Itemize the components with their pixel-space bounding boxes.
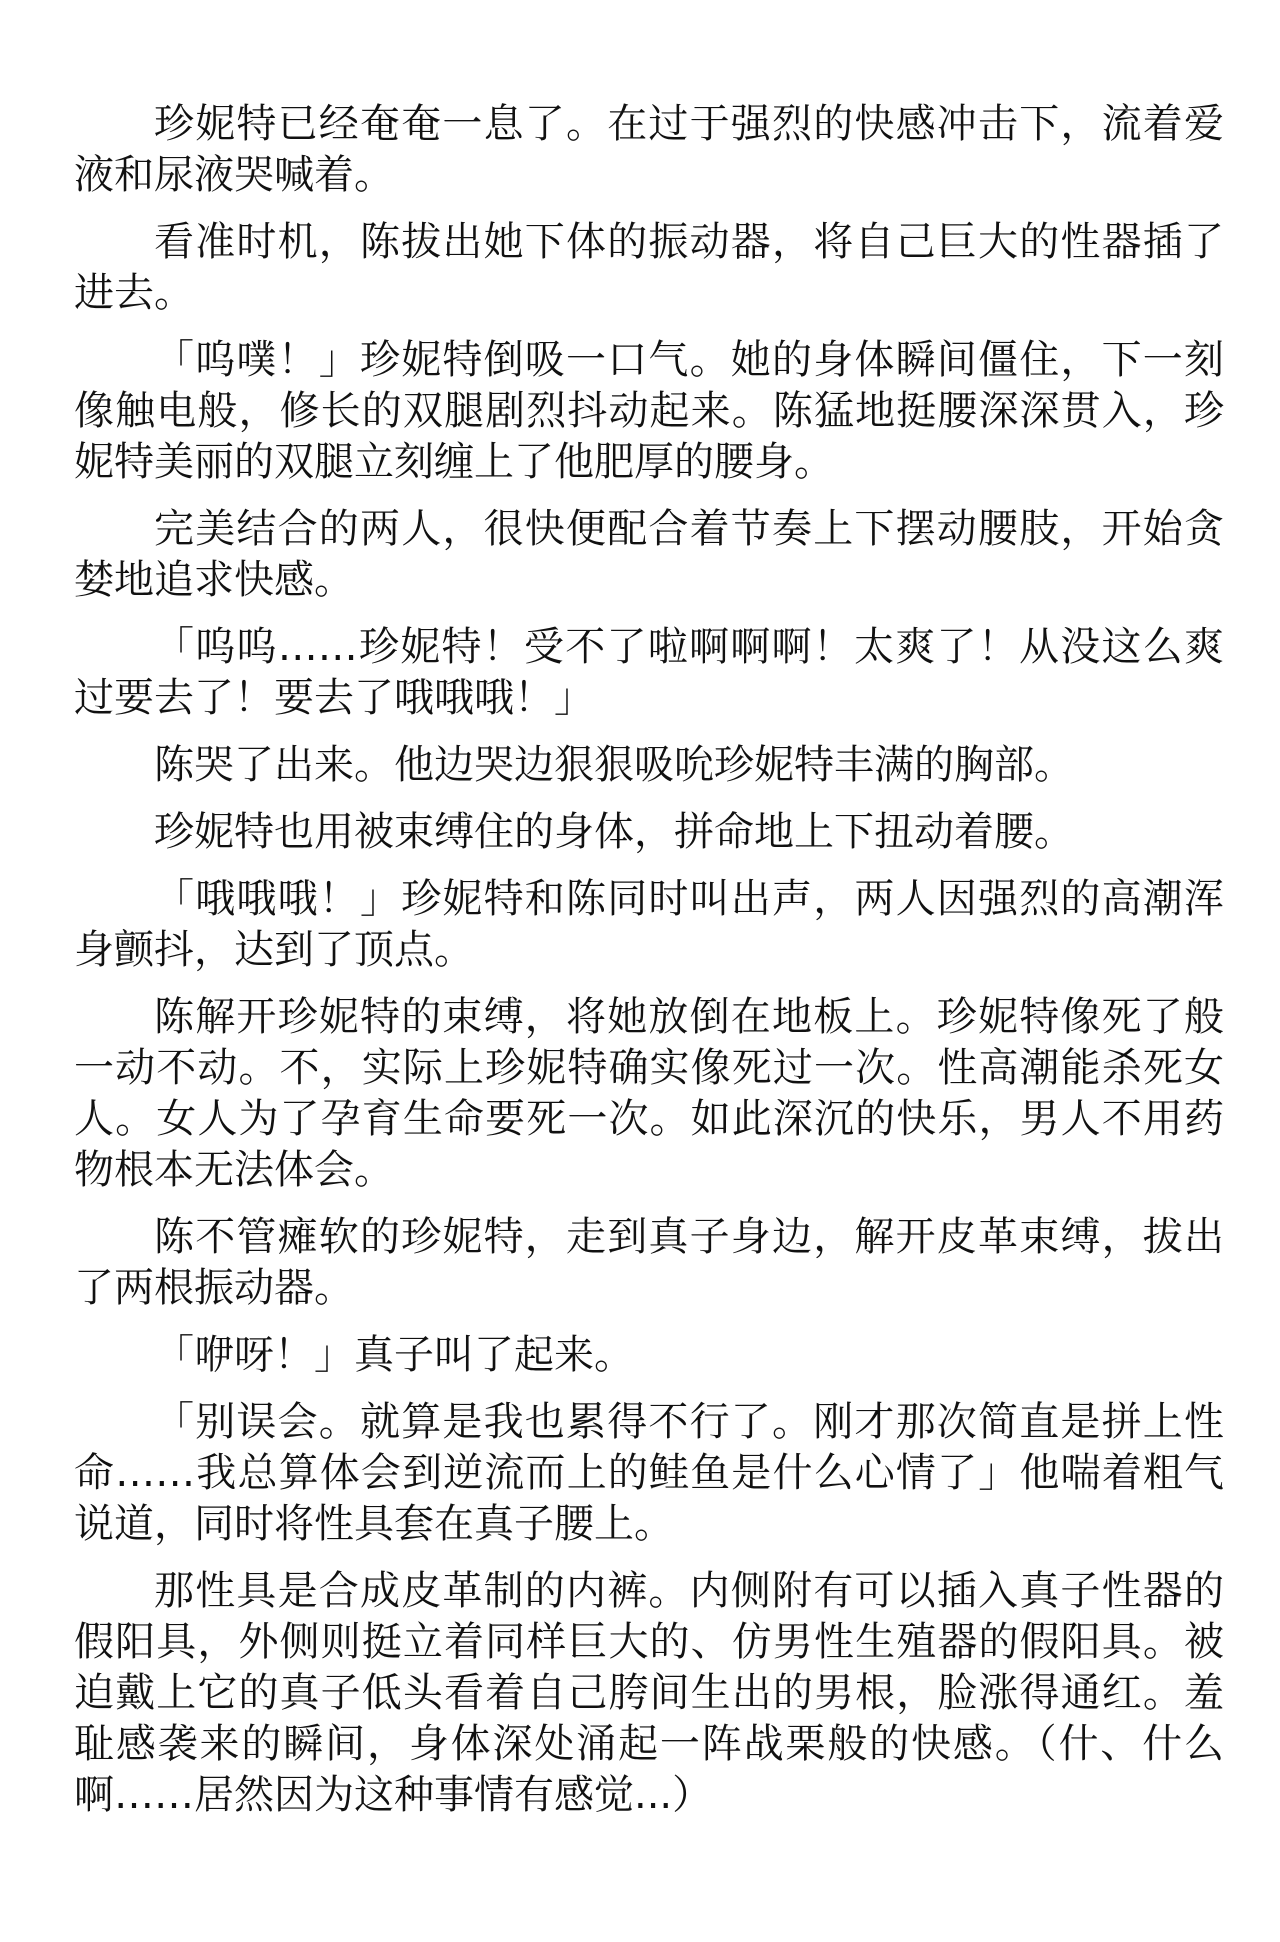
paragraph: 陈不管瘫软的珍妮特，走到真子身边，解开皮革束缚，拔出了两根振动器。	[74, 1214, 1224, 1311]
paragraph: 看准时机，陈拔出她下体的振动器，将自己巨大的性器插了进去。	[74, 219, 1224, 316]
paragraph: 陈哭了出来。他边哭边狠狠吸吮珍妮特丰满的胸部。	[154, 742, 1074, 788]
paragraph: 陈解开珍妮特的束缚，将她放倒在地板上。珍妮特像死了般一动不动。不，实际上珍妮特确实像死过一次。性高潮能杀死女人。女人为了孕育生命要死一次。如此深沉的快乐，男人不用药物根本无法体会。	[74, 994, 1224, 1193]
paragraph: 珍妮特已经奄奄一息了。在过于强烈的快感冲击下，流着爱液和尿液哭喊着。	[74, 101, 1224, 198]
paragraph: 「呜噗！」珍妮特倒吸一口气。她的身体瞬间僵住，下一刻像触电般，修长的双腿剧烈抖动起来。陈猛地挺腰深深贯入，珍妮特美丽的双腿立刻缠上了他肥厚的腰身。	[74, 337, 1224, 485]
paragraph: 「呜呜……珍妮特！受不了啦啊啊啊！太爽了！从没这么爽过要去了！要去了哦哦哦！」	[74, 624, 1224, 721]
paragraph: 「咿呀！」真子叫了起来。	[154, 1332, 634, 1378]
document-page	[74, 99, 1224, 1837]
paragraph: 珍妮特也用被束缚住的身体，拼命地上下扭动着腰。	[154, 809, 1074, 855]
paragraph: 完美结合的两人，很快便配合着节奏上下摆动腰肢，开始贪婪地追求快感。	[74, 506, 1224, 603]
paragraph: 那性具是合成皮革制的内裤。内侧附有可以插入真子性器的假阳具，外侧则挺立着同样巨大的、仿男性生殖器的假阳具。被迫戴上它的真子低头看着自己胯间生出的男根，脸涨得通红。羞耻感袭来的瞬间，身体深处涌起一阵战栗般的快感。（什、什么啊……居然因为这种事情有感觉...）	[74, 1568, 1224, 1818]
paragraph: 「哦哦哦！」珍妮特和陈同时叫出声，两人因强烈的高潮浑身颤抖，达到了顶点。	[74, 876, 1224, 973]
paragraph: 「别误会。就算是我也累得不行了。刚才那次简直是拼上性命……我总算体会到逆流而上的鲑鱼是什么心情了」他喘着粗气说道，同时将性具套在真子腰上。	[74, 1399, 1224, 1547]
